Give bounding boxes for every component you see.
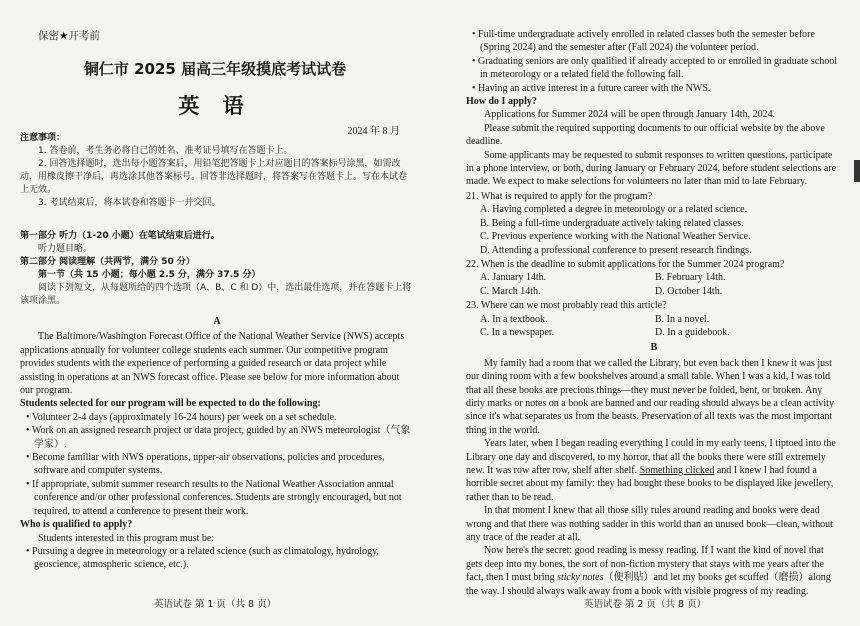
q23-option-b: B. In a novel. bbox=[655, 313, 710, 325]
question-23: 23. Where can we most probably read this article? bbox=[466, 300, 667, 312]
apply-heading: How do I apply? bbox=[466, 96, 537, 108]
page-2-content bbox=[466, 28, 842, 598]
expectation-3: • Become familiar with NWS operations, upper-air observations, policies and procedures, software and computer systems. bbox=[26, 452, 385, 477]
passage-b-para2: Years later, when I began reading everything I could in my early teens, I tiptoed into the Library one day and discovered, to my horror, that all the books there were still extremely new. It was row after row, shelf after shelf. Something clicked and I knew I had found a horrible secret about my family: they had bought these books to be displayed like jewellery, rather than to be read. bbox=[466, 438, 836, 503]
passage-b-label: B bbox=[650, 342, 658, 354]
q22-options-row-1 bbox=[466, 271, 842, 284]
section1-instructions: 阅读下列短文，从每题所给的四个选项（A、B、C 和 D）中，选出最佳选项，并在答题卡上将该项涂黑。 bbox=[20, 283, 412, 306]
expectations-heading: Students selected for our program will be expected to do the following: bbox=[20, 398, 321, 410]
qualification-2: • Full-time undergraduate actively enrolled in related classes both the semester before (Spring 2024) and the semester after (Fall 2024) the volunteer period. bbox=[472, 29, 815, 54]
exam-title: 铜仁市 2025 届高三年级摸底考试试卷 bbox=[83, 60, 347, 78]
q21-option-c: C. Previous experience working with the National Weather Service. bbox=[480, 231, 751, 243]
apply-para-3: Some applicants may be requested to submit responses to written questions, participate in a phone interview, or both, during January or February 2024, before student selections are made. We expect to make selections for volunteers no later than mid to late February. bbox=[466, 149, 837, 188]
q21-option-a: A. Having completed a degree in meteorology or a related science. bbox=[480, 204, 748, 216]
note-3: 3. 考试结束后，将本试卷和答题卡一并交回。 bbox=[38, 198, 221, 208]
q21-option-d: D. Attending a professional conference to present research findings. bbox=[480, 244, 752, 256]
q22-option-d: D. October 14th. bbox=[655, 285, 723, 297]
qualification-intro: Students interested in this program must be: bbox=[38, 532, 215, 544]
q22-option-b: B. February 14th. bbox=[655, 272, 726, 284]
confidential-label: 保密★开考前 bbox=[38, 30, 100, 42]
part1-sub: 听力题目略。 bbox=[38, 244, 93, 254]
q22-options-row-2 bbox=[466, 285, 842, 298]
subject-title: 英 语 bbox=[178, 94, 252, 118]
q22-option-c: C. March 14th. bbox=[480, 285, 541, 297]
qualification-1: • Pursuing a degree in meteorology or a related science (such as climatology, hydrology, geoscience, atmospheric science, etc.). bbox=[26, 545, 379, 571]
expectation-1: • Volunteer 2-4 days (approximately 16-24 hours) per week on a set schedule. bbox=[26, 411, 337, 423]
section1-heading: 第一节（共 15 小题；每小题 2.5 分，满分 37.5 分） bbox=[38, 270, 261, 280]
page-2-footer: 英语试卷 第 2 页（共 8 页） bbox=[583, 599, 707, 610]
italic-phrase: sticky notes bbox=[557, 572, 604, 584]
q23-option-d: D. In a guidebook. bbox=[655, 326, 730, 338]
q22-option-a: A. January 14th. bbox=[480, 272, 547, 284]
apply-para-2: Please submit the required supporting documents to our official website by the above deadline. bbox=[466, 122, 825, 148]
exam-date: 2024 年 8 月 bbox=[347, 126, 400, 137]
q23-options-row-2 bbox=[466, 326, 842, 339]
passage-a-para1: The Baltimore/Washington Forecast Office of the National Weather Service (NWS) accepts applications annually for volunteer college students each summer. Our competitive program provides students with the experience of performing a guided research or data project while assisting in operations at an NWS forecast office. Please see below for more information about our program. bbox=[20, 331, 405, 397]
passage-b-para1: My family had a room that we called the Library, but even back then I knew it was just our dining room with a few bookshelves around a small table. When I was a kid, I was told that all these books are precious things—they must never be folded, bent, or broken. Any dirty marks or notes on a book are banned and our reading should always be a clean activity since it's what separates us from the beasts. Preservation of all texts was the most important thing in the world. bbox=[466, 357, 834, 436]
passage-a bbox=[20, 313, 414, 572]
page-2 bbox=[430, 0, 860, 626]
qualification-3: • Graduating seniors are only qualified if already accepted to or enrolled in graduate school in meteorology or a related field the following fall. bbox=[472, 55, 838, 81]
q21-option-b: B. Being a full-time undergraduate actively taking related classes. bbox=[480, 217, 744, 229]
note-1: 1. 答卷前，考生务必将自己的姓名、准考证号填写在答题卡上。 bbox=[38, 146, 293, 156]
passage-a-label: A bbox=[213, 316, 221, 327]
parts-section bbox=[20, 230, 414, 308]
notes-section bbox=[20, 132, 414, 210]
question-22: 22. When is the deadline to submit applications for the Summer 2024 program? bbox=[466, 258, 785, 270]
expectation-4: • If appropriate, submit summer research results to the National Weather Association annual conference and/or other professional conferences. Students are strongly encouraged, but not required, to attend a conference to present their work. bbox=[26, 478, 402, 517]
apply-para-1: Applications for Summer 2024 will be open through January 14th, 2024. bbox=[484, 109, 776, 121]
part2-heading: 第二部分 阅读理解（共两节，满分 50 分） bbox=[20, 257, 195, 267]
qualification-4: • Having an active interest in a future career with the NWS. bbox=[472, 82, 711, 94]
page-1-footer: 英语试卷 第 1 页（共 8 页） bbox=[153, 599, 277, 610]
underlined-phrase: Something clicked bbox=[639, 465, 715, 476]
notes-title: 注意事项： bbox=[20, 133, 66, 143]
page-edge-tab bbox=[854, 160, 860, 182]
expectation-2: • Work on an assigned research project or data project, guided by an NWS meteorologist（气象学家）. bbox=[26, 425, 411, 450]
q23-option-a: A. In a textbook. bbox=[480, 313, 548, 325]
passage-b-para4: Now here's the secret: good reading is messy reading. If I want the kind of novel that gets deep into my bones, the sort of non-fiction mystery that stays with me years after the fact, then I must bring sticky notes（便利贴）and let my books get scuffed（磨损）along the way. I should always walk away from a book with visible progress of my reading. bbox=[466, 545, 831, 597]
note-2: 2. 回答选择题时，选出每小题答案后，用铅笔把答题卡上对应题目的答案标号涂黑，如需改动，用橡皮擦干净后，再选涂其他答案标号。回答非选择题时，将答案写在答题卡上。写在本试卷上无效。 bbox=[20, 159, 408, 195]
passage-b-para3: In that moment I knew that all those silly rules around reading and books were dead wrong and that there was nothing sadder in this world than an unused book—clean, without any trace of the reader at all. bbox=[466, 505, 833, 544]
q23-option-c: C. In a newspaper. bbox=[480, 326, 555, 338]
part1-heading: 第一部分 听力（1-20 小题）在笔试结束后进行。 bbox=[20, 231, 220, 241]
qualification-heading: Who is qualified to apply? bbox=[20, 519, 133, 531]
question-21: 21. What is required to apply for the program? bbox=[466, 190, 653, 202]
q23-options-row-1 bbox=[466, 313, 842, 326]
